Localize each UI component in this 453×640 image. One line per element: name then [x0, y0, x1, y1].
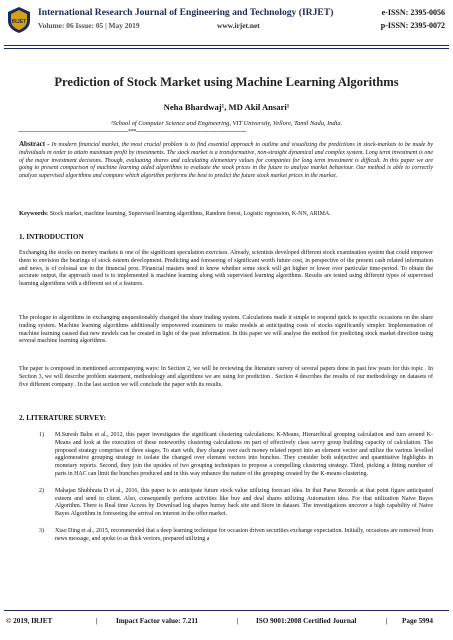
header-rule-top [4, 45, 449, 46]
volume-info: Volume: 06 Issue: 05 | May 2019 [38, 21, 140, 30]
list-item-text: M.Suresh Babu et al., 2012, this paper investigates the significant clustering calculations: K-Means, Hierarchical grouping calculation and turn around K-Means and look at the execution of these noteworthy clustering calculations on part of effectively class savvy group building capacity of calculation. The proposed strategy comprises of three stages. To start with, they change over each money related report into an element vector and utilize the various levelled agglomerative grouping strategy to isolate the changed over element vectors into bunches. They consider both subjective and quantitative highlights in monetary reports. Second, they join the upsides of two grouping techniques to propose a compelling clustering strategy. Third, picking a fitting number of parts in HAC can limit the bunches produced and in this way enhance the nature of the grouping created by the K-means clustering. [55, 432, 433, 477]
footer-copyright: © 2019, IRJET [6, 617, 53, 625]
list-item-number: 2) [39, 487, 44, 494]
eissn: e-ISSN: 2395-0056 [381, 8, 445, 17]
list-item [19, 432, 433, 479]
header-rule-bottom [4, 48, 449, 49]
abstract-text: In modern financial market, the most crucial problem is to find essential approach to outline and visualizing the predictions in stock-markets to be made by individuals in order to attain maximum profit by investments. The stock market is a transformative, non-straight dynamical and complex system. Long term investment is one of the major investment decisions. Though, evaluating shares and calculating elementary values for companies for long term investment is difficult. In this paper we are going to present comparison of machine learning aided algorithms to evaluate the stock prices in the future to analyze market behaviour. Our method is able to correctly analyze supervised algorithms and compare which algorithm performs the best to predict the future stock market prices in the market. [19, 142, 433, 180]
journal-logo-icon [6, 6, 32, 34]
footer-iso: ISO 9001:2008 Certified Journal [256, 617, 357, 625]
list-item-text: Mahajan Shubhrata D et al., 2016, this paper is to anticipate future stock value utilizing forecast idea. In that Parse Records at that point figure anticipated esteem and send to client. Also, consequently perform activities like buy and deal shares utilizing Automation idea. For that utilization Naive Bayes Algorithm. There is Real time Access by Download log shapes hurray back site and Store in dataset. The investigations uncover a high capability of Naive Bayes Algorithm in foreseeing the arrival on interest in the offer market. [55, 487, 433, 518]
section-heading-introduction: 1. INTRODUCTION [19, 233, 84, 241]
intro-paragraph-3: The paper is composed in mentioned accompanying ways: In Section 2, we will be reviewing the literature survey of several papers done in past few years for this topic . In Section 3, we will describe problem statement, methodology and algorithms we are using for prediction . Section 4 describes the results of our methodology on datasets of five different company . In the last section we will conclude the paper with its results. [19, 366, 433, 388]
paper-page: IRJET International Research Journal of Engineering and Technology (IRJET) Volume: 06 Issue: 05 | May 2019 www.irjet.net e-ISSN: 2395-0056 p-ISSN: 2395-0072 Prediction of Stock Market using Machine Learning Algorithms Neha Bhardwaj¹, MD Akil Ansari¹ ¹School of Computer Science and Engineering, VIT University, Vellore, Tamil Nadu, India. ---------------------------------------------------------------------***--------------------------------------------------------------------- Abstract - In modern financial market, the most crucial problem is to find essential approach to outline and visualizing the predictions in stock-markets to be made by individuals in order to attain maximum profit by investments. The stock market is a transformative, non-straight dynamical and complex system. Long term investment is one of the major investment decisions. Though, evaluating shares and calculating elementary values for companies for long term investment is difficult. In this paper we are going to present comparison of machine learning aided algorithms to evaluate the stock prices in the future to analyze market behaviour. Our method is able to correctly analyze supervised algorithms and compare which algorithm performs the best to predict the future stock market prices in the market. Keywords: Stock market, machine learning, Supervised learning algorithms, Random forest, Logistic regression, K-NN, ARIMA. 1. INTRODUCTION Exchanging the stocks on money markets is one of the significant speculation exercises. Already, scientists developed different stock examination system that could empower them to envision the bearings of stock esteem development. Predicting and foreseeing of significant worth future cost, in perspective of the present cash related information and news, is of colossal use to the financial pros. Financial masters need to know whether some stock will get higher or lower over particular time-period. To obtain the accurate output, the approach used is to implemented is machine learning along with supervised learning algorithms. Results are tested using different types of supervised learning algorithms with a different set of a features. The prologue to algorithms in exchanging unquestionably changed the share trading system. Calculations made it simple to respond quick to specific occasions on the share trading system. Machine learning algorithms additionally empowered examiners to make models at anticipating costs of stocks significantly simpler. Implementation of machine learning caused that new models can be created in light of the past information. In this paper we will analyse the method for predicting stock market direction using several machine learning algorithms. The paper is composed in mentioned accompanying ways: In Section 2, we will be reviewing the literature survey of several papers done in past few years for this topic . In Section 3, we will describe problem statement, methodology and algorithms we are using for prediction . Section 4 describes the results of our methodology on datasets of five different company . In the last section we will conclude the paper with its results. 2. LITERATURE SURVEY: 1) M.Suresh Babu et al., 2012, this paper investigates the significant clustering calculations: K-Means, Hierarchical grouping calculation and turn around K-Means and look at the execution of these noteworthy clustering calculations on part of effectively class savvy group building capacity of calculation. The proposed strategy comprises of three stages. To start with, they change over each money related report into an element vector and utilize the various levelled agglomerative grouping strategy to isolate the changed over element vectors into bunches. They consider both subjective and quantitative highlights in monetary reports. Second, they join the upsides of two grouping techniques to propose a compelling clustering strategy. Third, picking a fitting number of parts in HAC can limit the bunches produced and in this way enhance the nature of the grouping created by the K-means clustering. 2) Mahajan Shubhrata D et al., 2016, this paper is to anticipate future stock value utilizing forecast idea. In that Parse Records at that point figure anticipated esteem and send to client. Also, consequently perform activities like buy and deal shares utilizing Automation idea. For that utilization Naive Bayes Algorithm. There is Real time Access by Download log shapes hurray back site and Store in dataset. The investigations uncover a high capability of Naive Bayes Algorithm in foreseeing the arrival on interest in the offer market. 3) Xiao Ding et al., 2015, recommended that a deep learning technique for occasion driven securities exchange expectation. Initially, occasions are removed from news message, and spoke to as thick vectors, prepared utilizing a © 2019, IRJET | Impact Factor value: 7.211 | ISO 9001:2008 Certified Journal | Page 5994 [0, 0, 453, 640]
logo-text: IRJET [11, 19, 27, 25]
intro-paragraph-2: The prologue to algorithms in exchanging unquestionably changed the share trading system. Calculations made it simple to respond quick to specific occasions on the share trading system. Machine learning algorithms additionally empowered examiners to make models at anticipating costs of stocks significantly simpler. Implementation of machine learning caused that new models can be created in light of the past information. In this paper we will analyse the method for predicting stock market direction using several machine learning algorithms. [19, 315, 433, 345]
paper-affiliation: ¹School of Computer Science and Engineering, VIT University, Vellore, Tamil Nadu, India. [110, 120, 343, 127]
list-item [19, 528, 433, 544]
footer-page-number: Page 5994 [402, 617, 433, 625]
list-item [19, 488, 433, 519]
footer-impact-factor: Impact Factor value: 7.211 [116, 617, 199, 625]
abstract [19, 141, 433, 181]
section-separator: ---------------------------------------------------------------------***--------------------------------------------------------------------- [18, 129, 247, 135]
keywords-text: : Stock market, machine learning, Supervised learning algorithms, Random forest, Logistic regression, K-NN, ARIMA. [46, 211, 331, 217]
pissn: p-ISSN: 2395-0072 [380, 21, 445, 30]
journal-website: www.irjet.net [217, 21, 260, 30]
literature-list [19, 432, 433, 553]
section-heading-literature-survey: 2. LITERATURE SURVEY: [19, 414, 107, 422]
footer-rule [4, 610, 449, 611]
abstract-label: Abstract - [19, 140, 50, 148]
keywords [19, 210, 433, 219]
paper-authors: Neha Bhardwaj¹, MD Akil Ansari¹ [163, 102, 290, 112]
list-item-number: 3) [39, 527, 44, 534]
list-item-text: Xiao Ding et al., 2015, recommended that a deep learning technique for occasion driven securities exchange expectation. Initially, occasions are removed from news message, and spoke to as thick vectors, prepared utilizing a [55, 527, 433, 542]
intro-paragraph-1: Exchanging the stocks on money markets is one of the significant speculation exercises. Already, scientists developed different stock examination system that could empower them to envision the bearings of stock esteem development. Predicting and foreseeing of significant worth future cost, in perspective of the present cash related information and news, is of colossal use to the financial pros. Financial masters need to know whether some stock will get higher or lower over particular time-period. To obtain the accurate output, the approach used is to implemented is machine learning along with supervised learning algorithms. Results are tested using different types of supervised learning algorithms with a different set of a features. [19, 250, 433, 288]
journal-header [4, 4, 449, 44]
journal-name: International Research Journal of Engineering and Technology (IRJET) [38, 7, 334, 18]
keywords-label: Keywords [19, 210, 47, 217]
paper-title: Prediction of Stock Market using Machine Learning Algorithms [54, 75, 399, 89]
list-item-number: 1) [39, 432, 44, 438]
